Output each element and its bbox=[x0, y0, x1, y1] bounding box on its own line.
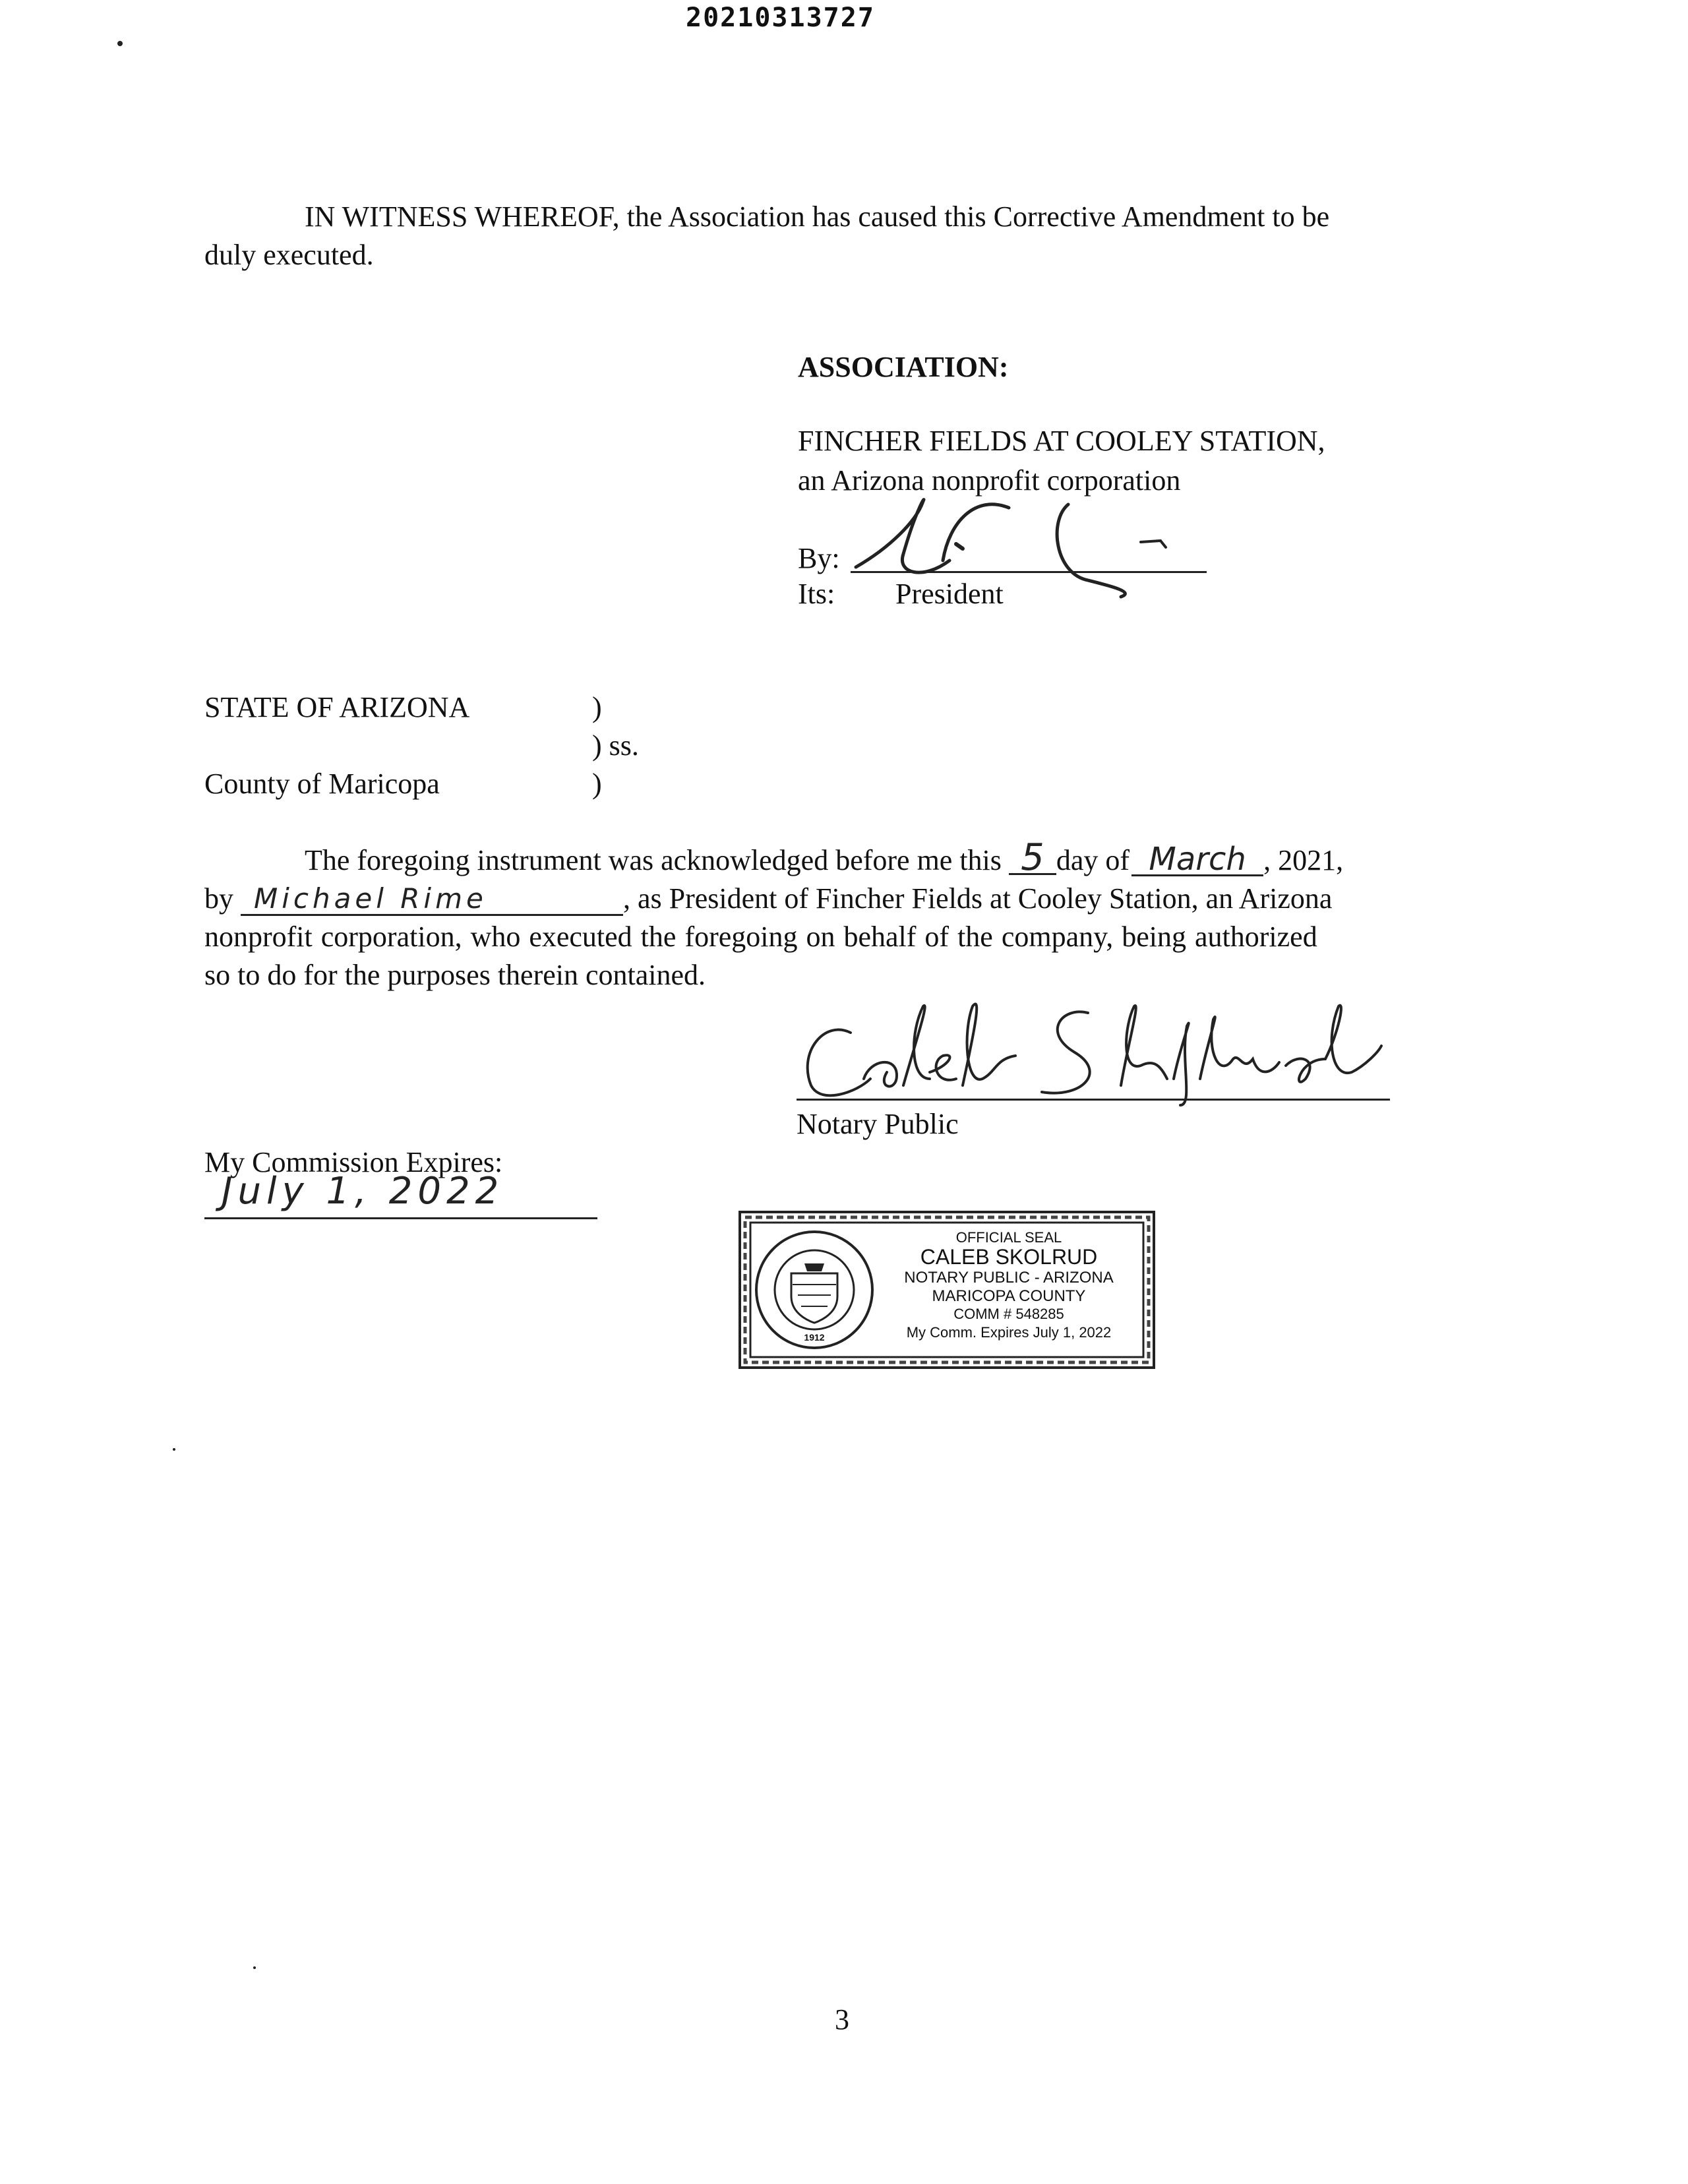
venue-ss: ) ss. bbox=[592, 729, 639, 762]
ack-line-2-a: by bbox=[204, 882, 233, 915]
seal-line-2: CALEB SKOLRUD bbox=[920, 1245, 1098, 1269]
page-number: 3 bbox=[835, 2003, 849, 2036]
ack-line-3: nonprofit corporation, who executed the foregoing on behalf of the company, being authorized bbox=[204, 921, 1317, 953]
ack-line-2-b: , as President of Fincher Fields at Cooley Station, an Arizona bbox=[623, 882, 1333, 915]
recording-number: 20210313727 bbox=[686, 3, 875, 33]
association-heading: ASSOCIATION: bbox=[798, 351, 1009, 383]
speck-mark bbox=[173, 1448, 175, 1451]
venue-state: STATE OF ARIZONA bbox=[204, 691, 470, 723]
ack-line-4: so to do for the purposes therein contained. bbox=[204, 959, 706, 991]
notary-seal bbox=[738, 1211, 1155, 1369]
ack-line-2 bbox=[204, 880, 1332, 918]
ack-line-1 bbox=[305, 836, 1344, 880]
seal-line-1: OFFICIAL SEAL bbox=[955, 1229, 1062, 1246]
commission-line bbox=[204, 1217, 597, 1219]
seal-line-5: COMM # 548285 bbox=[953, 1306, 1064, 1322]
association-name: FINCHER FIELDS AT COOLEY STATION, bbox=[798, 425, 1325, 457]
by-label: By: bbox=[798, 542, 840, 574]
its-label: Its: bbox=[798, 578, 835, 610]
venue-paren-bottom: ) bbox=[592, 768, 602, 800]
ack-line-1-c: , 2021, bbox=[1263, 844, 1344, 876]
ack-line-1-b: day of bbox=[1056, 844, 1130, 876]
ack-name-value: Michael Rime bbox=[241, 884, 623, 916]
ack-month-value: March bbox=[1131, 844, 1263, 876]
ack-day-value: 5 bbox=[1009, 843, 1056, 875]
seal-line-3: NOTARY PUBLIC - ARIZONA bbox=[904, 1269, 1114, 1287]
seal-line-6: My Comm. Expires July 1, 2022 bbox=[906, 1324, 1112, 1341]
its-value: President bbox=[895, 578, 1004, 610]
witness-line-2: duly executed. bbox=[204, 239, 374, 271]
commission-label: My Commission Expires: bbox=[204, 1146, 503, 1178]
venue-county: County of Maricopa bbox=[204, 768, 440, 800]
speck-mark bbox=[117, 41, 123, 46]
association-description: an Arizona nonprofit corporation bbox=[798, 464, 1181, 497]
seal-emblem-year: 1912 bbox=[804, 1332, 825, 1343]
notary-title: Notary Public bbox=[797, 1108, 959, 1140]
venue-paren-top: ) bbox=[592, 691, 602, 723]
speck-mark bbox=[253, 1966, 256, 1969]
notary-signature bbox=[798, 980, 1391, 1112]
seal-line-4: MARICOPA COUNTY bbox=[932, 1287, 1086, 1305]
witness-line-1: IN WITNESS WHEREOF, the Association has caused this Corrective Amendment to be bbox=[305, 200, 1330, 233]
ack-line-1-a: The foregoing instrument was acknowledged before me this bbox=[305, 844, 1002, 876]
commission-value: July 1, 2022 bbox=[222, 1170, 504, 1213]
